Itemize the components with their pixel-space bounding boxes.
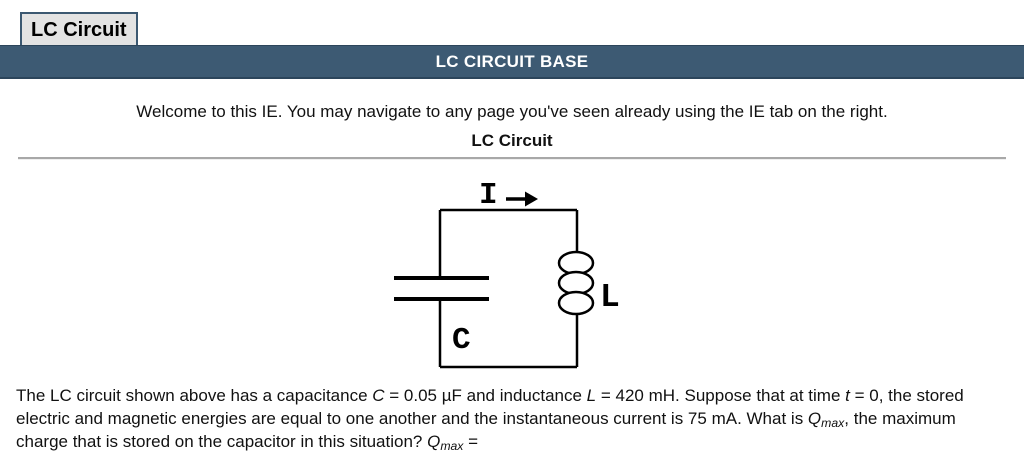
text-segment: max xyxy=(821,416,845,431)
text-segment: Q xyxy=(807,409,822,428)
text-segment: = 0.05 µF and inductance xyxy=(384,386,587,405)
text-segment: The LC circuit shown above has a capacitance xyxy=(16,386,373,405)
current-arrow-icon xyxy=(506,192,538,207)
lc-circuit-diagram xyxy=(382,162,642,384)
tab-row xyxy=(0,0,1024,45)
page-header-bar xyxy=(0,45,1024,79)
inductor-coil xyxy=(559,252,593,314)
figure-heading: LC Circuit xyxy=(471,131,553,150)
tab-lc-circuit[interactable]: LC Circuit xyxy=(20,12,138,45)
text-segment: Q xyxy=(427,432,441,451)
text-segment: = 420 mH. Suppose that at time xyxy=(596,386,846,405)
text-segment: max xyxy=(440,439,464,454)
text-segment: C xyxy=(372,386,385,405)
welcome-text: Welcome to this IE. You may navigate to any page you've seen already using the IE tab on the right. xyxy=(136,102,888,121)
text-segment: = xyxy=(463,432,479,451)
circuit-figure xyxy=(0,160,1024,384)
page-title: LC CIRCUIT BASE xyxy=(435,52,589,71)
current-label: I xyxy=(479,178,498,213)
text-segment: , the maximum charge that is stored on the capacitor in this situation? xyxy=(16,409,956,451)
text-segment: = 0, the stored electric and magnetic energies are equal to one another and the instantaneous current is 75 mA. What is xyxy=(16,386,964,428)
problem-statement xyxy=(16,384,1010,453)
text-segment: t xyxy=(845,386,850,405)
text-segment: L xyxy=(586,386,597,405)
inductor-label: L xyxy=(600,279,620,316)
capacitor-label: C xyxy=(452,323,471,358)
